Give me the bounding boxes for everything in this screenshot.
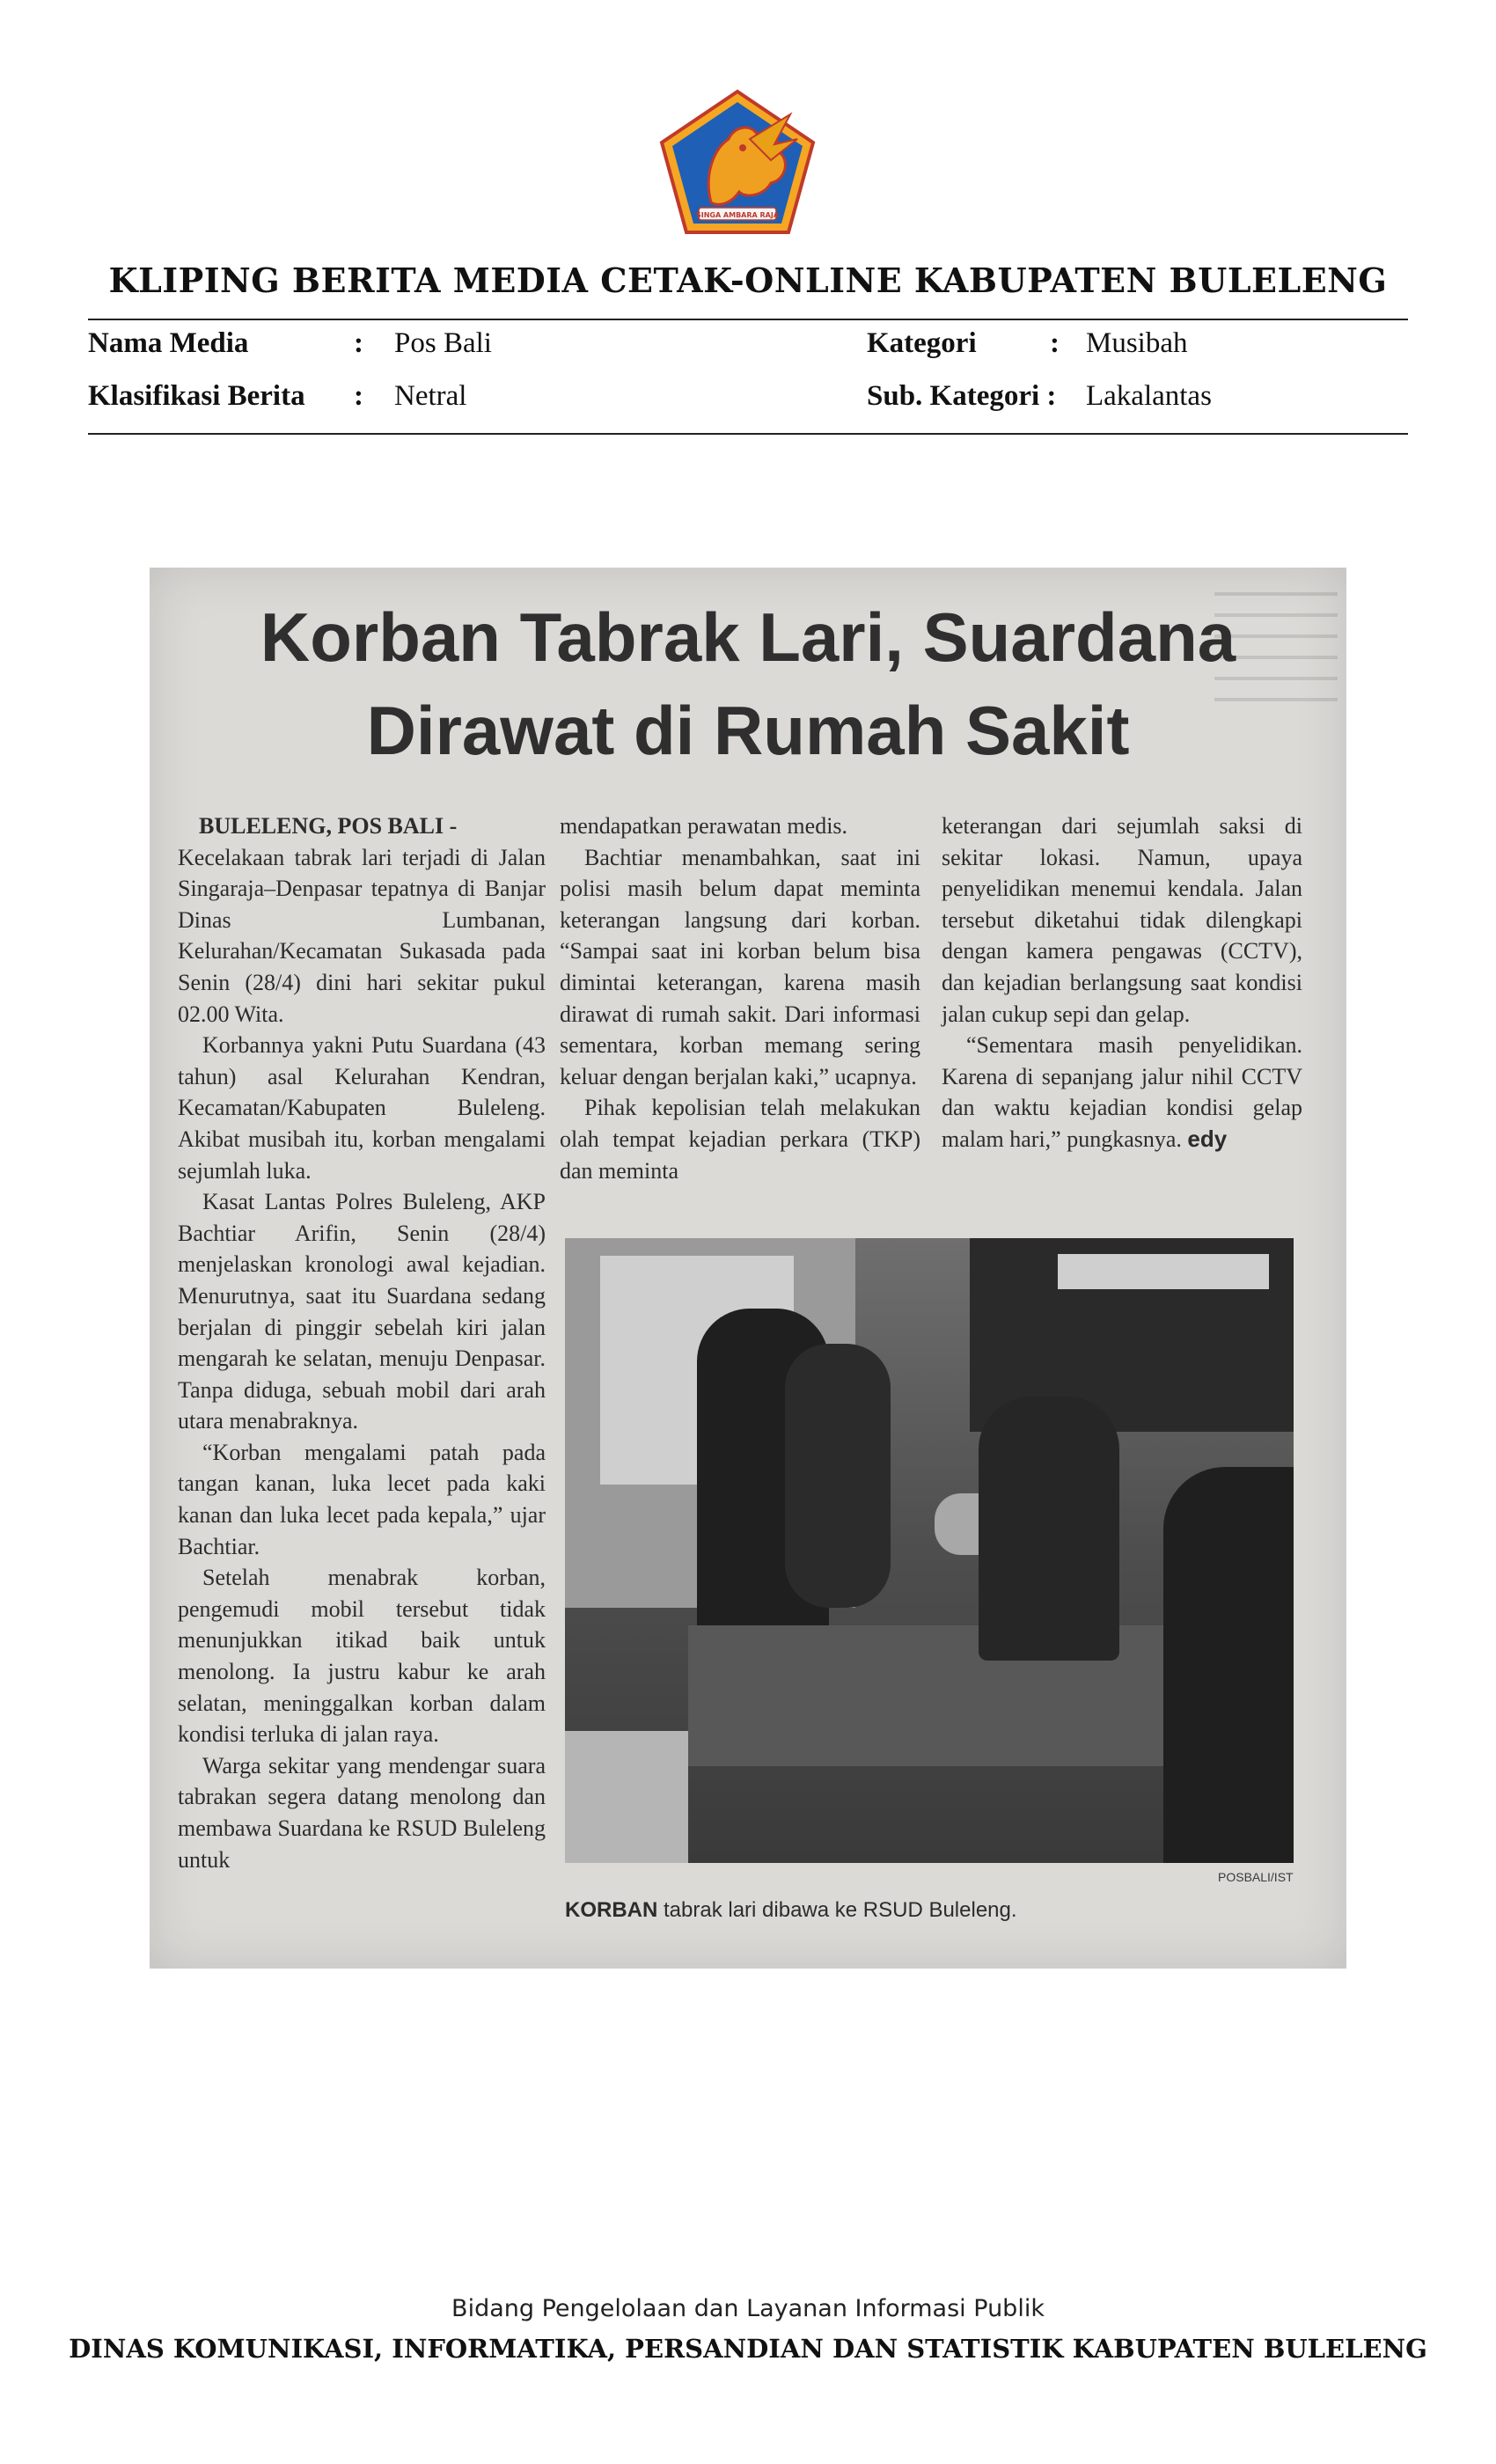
- kategori-colon: :: [1050, 327, 1060, 359]
- caption-lead: KORBAN: [565, 1898, 658, 1922]
- newspaper-clipping: [150, 568, 1346, 1969]
- article-column-2: [560, 810, 920, 1186]
- col3-para-2: [942, 1030, 1302, 1155]
- col3-para-1: keterangan dari sejumlah saksi di sekitar lokasi. Namun, upaya penyelidikan menemui kendala. Jalan tersebut diketahui tidak dilengkapi dengan kamera pengawas (CCTV), dan kejadian berlangsung saat kondisi jalan cukup sepi dan gelap.: [942, 813, 1302, 1027]
- article-column-3: [942, 810, 1302, 1155]
- photo-caption: [565, 1898, 1017, 1923]
- col1-para-5: Setelah menabrak korban, pengemudi mobil tersebut tidak menunjukkan itikad baik untuk menolong. Ia justru kabur ke arah selatan, meninggalkan korban dalam kondisi terluka di jalan raya.: [178, 1565, 546, 1748]
- col1-para-4: “Korban mengalami patah pada tangan kanan, luka lecet pada kaki kanan dan luka lecet pada kepala,” ujar Bachtiar.: [178, 1439, 546, 1559]
- footer-department: Bidang Pengelolaan dan Layanan Informasi Publik: [451, 2295, 1045, 2322]
- page-title: KLIPING BERITA MEDIA CETAK-ONLINE KABUPATEN BULELENG: [108, 260, 1388, 300]
- headline-line-2: Dirawat di Rumah Sakit: [366, 692, 1130, 769]
- kategori-value: Musibah: [1086, 327, 1188, 359]
- meta-row-2: [88, 380, 1408, 424]
- col3-para-2-text: “Sementara masih penyelidikan. Karena di sepanjang jalur nihil CCTV dan waktu kejadian kondisi gelap malam hari,” pungkasnya.: [942, 1032, 1302, 1152]
- headline-line-1: Korban Tabrak Lari, Suardana: [260, 598, 1236, 676]
- media-value: Pos Bali: [394, 327, 492, 359]
- col1-para-6: Warga sekitar yang mendengar suara tabrakan segera datang menolong dan membawa Suardana ke RSUD Buleleng untuk: [178, 1752, 546, 1873]
- singa-ambara-raja-emblem-icon: [658, 88, 817, 236]
- col2-para-2: Bachtiar menambahkan, saat ini polisi masih belum dapat meminta keterangan langsung dari korban. “Sampai saat ini korban belum bisa dimintai keterangan, karena masih dirawat di rumah sakit. Dari informasi sementara, korban memang sering keluar dengan berjalan kaki,” ucapnya.: [560, 844, 920, 1089]
- header-rule-top: [88, 319, 1408, 320]
- header-rule-bottom: [88, 433, 1408, 435]
- klasifikasi-colon: :: [354, 380, 363, 412]
- media-label: Nama Media: [88, 327, 249, 359]
- footer-agency: DINAS KOMUNIKASI, INFORMATIKA, PERSANDIAN DAN STATISTIK KABUPATEN BULELENG: [69, 2334, 1427, 2364]
- col1-para-2: Korbannya yakni Putu Suardana (43 tahun) asal Kelurahan Kendran, Kecamatan/Kabupaten Buleleng. Akibat musibah itu, korban mengalami sejumlah luka.: [178, 1032, 546, 1184]
- col2-para-3: Pihak kepolisian telah melakukan olah tempat kejadian perkara (TKP) dan meminta: [560, 1095, 920, 1184]
- col1-para-1: Kecelakaan tabrak lari terjadi di Jalan Singaraja–Denpasar tepatnya di Banjar Dinas Lumbanan, Kelurahan/Kecamatan Sukasada pada Senin (28/4) dini hari sekitar pukul 02.00 Wita.: [178, 844, 546, 1027]
- subkategori-value: Lakalantas: [1086, 380, 1212, 412]
- klasifikasi-label: Klasifikasi Berita: [88, 380, 305, 412]
- caption-text: tabrak lari dibawa ke RSUD Buleleng.: [657, 1898, 1017, 1922]
- media-colon: :: [354, 327, 363, 359]
- article-dateline: BULELENG, POS BALI -: [199, 813, 458, 839]
- buleleng-logo: [658, 88, 817, 236]
- meta-row-1: [88, 327, 1408, 371]
- kategori-label: Kategori: [867, 327, 977, 359]
- col2-para-1: mendapatkan perawatan medis.: [560, 813, 848, 839]
- news-photo: [565, 1238, 1294, 1863]
- author-signature: edy: [1187, 1125, 1228, 1152]
- col1-para-3: Kasat Lantas Polres Buleleng, AKP Bachtiar Arifin, Senin (28/4) menjelaskan kronologi awal kejadian. Menurutnya, saat itu Suardana sedang berjalan di pinggir sebelah kiri jalan mengarah ke selatan, menuju Denpasar. Tanpa diduga, sebuah mobil dari arah utara menabraknya.: [178, 1189, 546, 1434]
- klasifikasi-value: Netral: [394, 380, 467, 412]
- article-column-1: [178, 810, 546, 1875]
- photo-credit: POSBALI/IST: [1218, 1870, 1294, 1884]
- subkategori-label: Sub. Kategori :: [867, 380, 1057, 412]
- logo-motto: SINGA AMBARA RAJA: [695, 211, 780, 219]
